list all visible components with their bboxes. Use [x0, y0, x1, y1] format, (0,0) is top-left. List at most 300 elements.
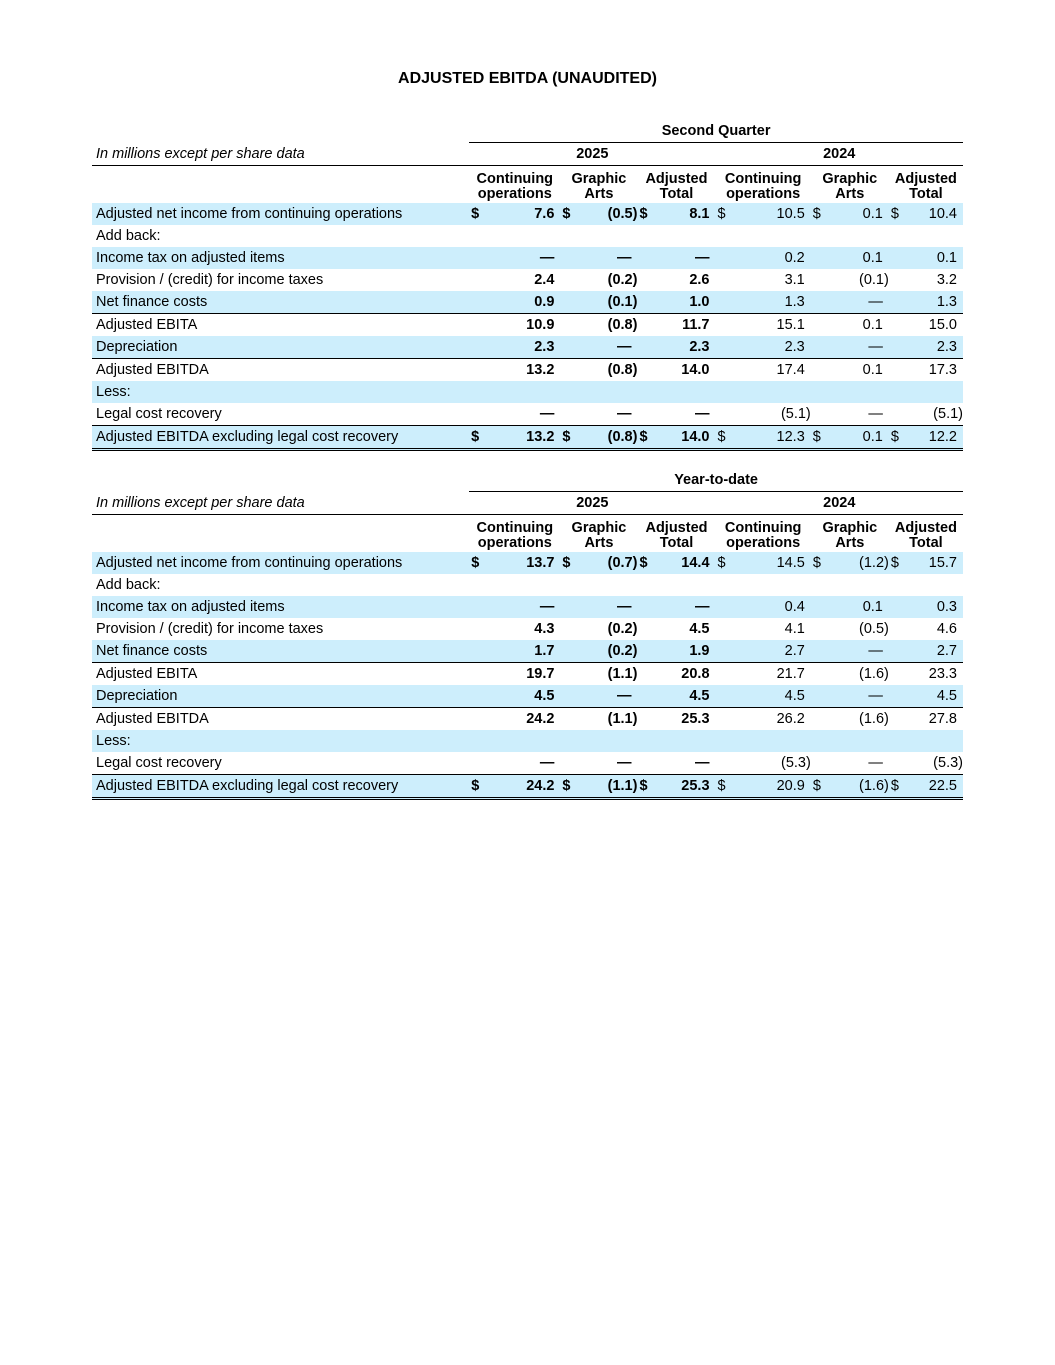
- cell-value: 2.3: [726, 336, 811, 359]
- currency-symbol: $: [560, 203, 570, 225]
- cell-value: 7.6: [479, 203, 560, 225]
- currency-symbol: $: [560, 775, 570, 799]
- cell-value: —: [821, 640, 889, 663]
- currency-symbol: [889, 730, 899, 752]
- cell-value: [571, 381, 638, 403]
- column-header: Adjusted Total: [894, 171, 957, 202]
- row-label: Provision / (credit) for income taxes: [96, 272, 324, 288]
- row-label: Less:: [92, 381, 469, 403]
- cell-value: 20.9: [726, 775, 811, 799]
- currency-symbol: [637, 336, 647, 359]
- currency-symbol: [469, 640, 479, 663]
- cell-value: 21.7: [726, 663, 811, 686]
- currency-symbol: [716, 618, 726, 640]
- cell-value: 26.2: [726, 708, 811, 731]
- currency-symbol: [637, 314, 647, 337]
- cell-value: (1.6): [821, 663, 889, 686]
- currency-symbol: $: [469, 203, 479, 225]
- column-header: Graphic Arts: [822, 520, 878, 551]
- currency-symbol: [889, 225, 899, 247]
- cell-value: [821, 225, 889, 247]
- cell-value: 0.1: [821, 203, 889, 225]
- table-row: [92, 225, 963, 247]
- table-row: [92, 269, 963, 291]
- currency-symbol: $: [889, 203, 899, 225]
- currency-symbol: [469, 685, 479, 708]
- cell-value: 20.8: [648, 663, 716, 686]
- cell-value: 0.1: [899, 247, 963, 269]
- cell-value: [726, 225, 811, 247]
- column-header: Continuing operations: [476, 520, 554, 551]
- year-header-row: [92, 492, 963, 515]
- currency-symbol: [560, 752, 570, 775]
- cell-value: (0.2): [571, 640, 638, 663]
- currency-symbol: [560, 640, 570, 663]
- currency-symbol: [469, 269, 479, 291]
- column-header-row: [92, 515, 963, 553]
- cell-value: 24.2: [479, 708, 560, 731]
- cell-value: (1.6): [821, 708, 889, 731]
- currency-symbol: [811, 314, 821, 337]
- currency-symbol: [811, 247, 821, 269]
- cell-value: (5.3): [933, 755, 963, 771]
- cell-value: [648, 225, 716, 247]
- units-note: In millions except per share data: [92, 143, 469, 166]
- cell-value: 15.1: [726, 314, 811, 337]
- row-label: Provision / (credit) for income taxes: [96, 621, 324, 637]
- cell-value: 0.1: [821, 596, 889, 618]
- currency-symbol: $: [889, 426, 899, 450]
- currency-symbol: [889, 640, 899, 663]
- table-row: [92, 685, 963, 708]
- cell-value: —: [571, 336, 638, 359]
- row-label: Legal cost recovery: [96, 755, 222, 771]
- section-header-row: [92, 469, 963, 492]
- column-header: Graphic Arts: [571, 520, 627, 551]
- cell-value: (0.5): [859, 621, 889, 637]
- currency-symbol: [469, 359, 479, 382]
- table-row: [92, 708, 963, 731]
- section-header-row: [92, 120, 963, 143]
- cell-value: —: [868, 406, 883, 422]
- column-header: Continuing operations: [476, 171, 554, 202]
- currency-symbol: [715, 359, 725, 382]
- row-label: Adjusted EBITDA excluding legal cost recovery: [92, 426, 469, 450]
- cell-value: 8.1: [648, 203, 716, 225]
- currency-symbol: [469, 381, 479, 403]
- cell-value: [648, 730, 716, 752]
- cell-value: 4.5: [648, 685, 716, 708]
- currency-symbol: [469, 247, 479, 269]
- row-label: Depreciation: [92, 336, 469, 359]
- column-header: Adjusted Total: [645, 520, 708, 551]
- table-row: [92, 381, 963, 403]
- currency-symbol: [811, 403, 821, 426]
- cell-value: 4.1: [784, 621, 805, 637]
- cell-value: —: [539, 406, 555, 422]
- row-label: Income tax on adjusted items: [92, 247, 469, 269]
- year-2024-header: 2024: [716, 492, 963, 515]
- row-label: Adjusted net income from continuing operations: [92, 203, 469, 225]
- cell-value: 22.5: [899, 775, 963, 799]
- currency-symbol: [637, 618, 647, 640]
- currency-symbol: $: [469, 552, 479, 574]
- currency-symbol: [469, 314, 479, 337]
- currency-symbol: [811, 381, 821, 403]
- cell-value: [899, 574, 963, 596]
- currency-symbol: [811, 336, 821, 359]
- cell-value: (0.2): [607, 621, 638, 637]
- cell-value: 0.9: [479, 291, 560, 314]
- cell-value: —: [821, 291, 889, 314]
- currency-symbol: $: [637, 203, 647, 225]
- cell-value: 12.3: [726, 426, 811, 450]
- year-header-row: [92, 143, 963, 166]
- currency-symbol: [469, 336, 479, 359]
- cell-value: 0.1: [821, 247, 889, 269]
- currency-symbol: [469, 574, 479, 596]
- cell-value: —: [571, 596, 638, 618]
- cell-value: (5.3): [780, 755, 811, 771]
- cell-value: 15.0: [899, 314, 963, 337]
- cell-value: [899, 730, 963, 752]
- row-label: Adjusted net income from continuing operations: [92, 552, 469, 574]
- cell-value: (0.8): [571, 426, 638, 450]
- currency-symbol: [889, 685, 899, 708]
- cell-value: 13.7: [479, 552, 560, 574]
- cell-value: 1.7: [479, 640, 560, 663]
- cell-value: [899, 381, 963, 403]
- currency-symbol: $: [637, 426, 647, 450]
- row-label: Depreciation: [92, 685, 469, 708]
- currency-symbol: [560, 574, 570, 596]
- cell-value: [571, 225, 638, 247]
- currency-symbol: $: [811, 552, 821, 574]
- cell-value: —: [616, 755, 632, 771]
- table-row: [92, 730, 963, 752]
- currency-symbol: [560, 225, 570, 247]
- currency-symbol: $: [811, 775, 821, 799]
- table-row: [92, 403, 963, 426]
- cell-value: —: [694, 406, 710, 422]
- currency-symbol: [560, 596, 570, 618]
- row-label: Add back:: [96, 577, 161, 593]
- column-header-row: [92, 166, 963, 204]
- currency-symbol: [811, 359, 821, 382]
- cell-value: [899, 225, 963, 247]
- currency-symbol: [811, 708, 821, 731]
- cell-value: —: [821, 685, 889, 708]
- cell-value: 13.2: [479, 359, 560, 382]
- cell-value: —: [868, 755, 883, 771]
- currency-symbol: $: [811, 203, 821, 225]
- cell-value: [479, 730, 560, 752]
- cell-value: 14.0: [648, 426, 716, 450]
- currency-symbol: [560, 730, 570, 752]
- cell-value: —: [571, 247, 638, 269]
- table-row: [92, 314, 963, 337]
- cell-value: 0.4: [726, 596, 811, 618]
- currency-symbol: [811, 596, 821, 618]
- currency-symbol: $: [716, 552, 726, 574]
- currency-symbol: [637, 708, 647, 731]
- currency-symbol: [811, 225, 821, 247]
- cell-value: 2.3: [899, 336, 963, 359]
- currency-symbol: [637, 403, 647, 426]
- currency-symbol: [889, 752, 899, 775]
- currency-symbol: $: [716, 775, 726, 799]
- currency-symbol: [889, 381, 899, 403]
- cell-value: —: [821, 336, 889, 359]
- cell-value: 0.1: [821, 359, 889, 382]
- currency-symbol: [715, 314, 725, 337]
- currency-symbol: [560, 247, 570, 269]
- currency-symbol: [716, 640, 726, 663]
- cell-value: 25.3: [648, 775, 716, 799]
- cell-value: 3.2: [936, 272, 957, 288]
- column-header: Adjusted Total: [645, 171, 708, 202]
- cell-value: (0.8): [571, 314, 638, 337]
- cell-value: (0.1): [571, 291, 638, 314]
- currency-symbol: [716, 730, 726, 752]
- table-row: [92, 618, 963, 640]
- year-2025-header: 2025: [469, 143, 715, 166]
- table-row: [92, 552, 963, 574]
- currency-symbol: [637, 663, 647, 686]
- table-row: [92, 291, 963, 314]
- cell-value: (0.7): [571, 552, 638, 574]
- currency-symbol: [637, 247, 647, 269]
- cell-value: 14.4: [648, 552, 716, 574]
- currency-symbol: [637, 596, 647, 618]
- row-label: Net finance costs: [92, 291, 469, 314]
- table-row: [92, 336, 963, 359]
- row-label: Less:: [92, 730, 469, 752]
- currency-symbol: [637, 640, 647, 663]
- currency-symbol: [811, 640, 821, 663]
- cell-value: (0.2): [607, 272, 638, 288]
- currency-symbol: [716, 708, 726, 731]
- currency-symbol: [889, 596, 899, 618]
- cell-value: (5.1): [780, 406, 811, 422]
- cell-value: 4.3: [534, 621, 555, 637]
- currency-symbol: [811, 574, 821, 596]
- currency-symbol: [811, 291, 821, 314]
- currency-symbol: [889, 618, 899, 640]
- currency-symbol: [889, 247, 899, 269]
- second-quarter-table: [92, 120, 963, 451]
- currency-symbol: $: [715, 203, 725, 225]
- table-row: [92, 247, 963, 269]
- year-2024-header: 2024: [715, 143, 963, 166]
- currency-symbol: $: [469, 426, 479, 450]
- row-label: Legal cost recovery: [96, 406, 222, 422]
- currency-symbol: [811, 730, 821, 752]
- currency-symbol: [889, 359, 899, 382]
- cell-value: 11.7: [648, 314, 716, 337]
- cell-value: 3.1: [784, 272, 805, 288]
- cell-value: 4.5: [689, 621, 710, 637]
- row-label: Income tax on adjusted items: [92, 596, 469, 618]
- currency-symbol: [716, 752, 726, 775]
- currency-symbol: [637, 225, 647, 247]
- cell-value: 0.1: [821, 426, 889, 450]
- table-row: [92, 663, 963, 686]
- cell-value: 10.9: [479, 314, 560, 337]
- currency-symbol: [889, 269, 899, 291]
- cell-value: [821, 381, 889, 403]
- currency-symbol: [889, 403, 899, 426]
- cell-value: (0.1): [858, 272, 889, 288]
- currency-symbol: [889, 574, 899, 596]
- cell-value: [726, 574, 811, 596]
- cell-value: 0.1: [821, 314, 889, 337]
- currency-symbol: $: [560, 426, 570, 450]
- cell-value: 14.5: [726, 552, 811, 574]
- table-row: [92, 203, 963, 225]
- cell-value: (1.6): [821, 775, 889, 799]
- cell-value: —: [648, 596, 716, 618]
- currency-symbol: [560, 381, 570, 403]
- currency-symbol: [637, 381, 647, 403]
- cell-value: 17.4: [726, 359, 811, 382]
- table-row: [92, 574, 963, 596]
- currency-symbol: [637, 730, 647, 752]
- cell-value: (0.8): [571, 359, 638, 382]
- cell-value: 2.6: [689, 272, 710, 288]
- table-row: [92, 775, 963, 799]
- currency-symbol: [716, 663, 726, 686]
- cell-value: 15.7: [899, 552, 963, 574]
- currency-symbol: [811, 752, 821, 775]
- cell-value: [821, 574, 889, 596]
- row-label: Adjusted EBITDA excluding legal cost recovery: [92, 775, 469, 799]
- page-title: ADJUSTED EBITDA (UNAUDITED): [398, 70, 657, 87]
- cell-value: 12.2: [899, 426, 963, 450]
- table-row: [92, 596, 963, 618]
- currency-symbol: [637, 574, 647, 596]
- cell-value: 1.3: [726, 291, 811, 314]
- row-label: Adjusted EBITDA: [92, 359, 469, 382]
- cell-value: 10.5: [726, 203, 811, 225]
- section-title: Second Quarter: [469, 120, 963, 143]
- row-label: Adjusted EBITA: [92, 314, 469, 337]
- column-header: Adjusted Total: [894, 520, 957, 551]
- currency-symbol: [715, 225, 725, 247]
- cell-value: —: [571, 685, 638, 708]
- currency-symbol: [560, 403, 570, 426]
- currency-symbol: [560, 314, 570, 337]
- currency-symbol: $: [469, 775, 479, 799]
- cell-value: [571, 730, 638, 752]
- cell-value: 0.3: [899, 596, 963, 618]
- cell-value: (0.5): [571, 203, 638, 225]
- column-header: Continuing operations: [724, 171, 802, 202]
- currency-symbol: [889, 314, 899, 337]
- row-label: Add back:: [96, 228, 161, 244]
- cell-value: [479, 574, 560, 596]
- cell-value: 25.3: [648, 708, 716, 731]
- cell-value: —: [479, 247, 560, 269]
- cell-value: —: [539, 755, 555, 771]
- table-row: [92, 426, 963, 450]
- cell-value: 2.3: [479, 336, 560, 359]
- cell-value: [479, 225, 560, 247]
- currency-symbol: $: [715, 426, 725, 450]
- row-label: Net finance costs: [92, 640, 469, 663]
- cell-value: —: [479, 596, 560, 618]
- cell-value: [648, 574, 716, 596]
- currency-symbol: [889, 336, 899, 359]
- currency-symbol: [560, 269, 570, 291]
- currency-symbol: $: [889, 552, 899, 574]
- currency-symbol: [716, 596, 726, 618]
- cell-value: (1.1): [571, 663, 638, 686]
- cell-value: 4.5: [479, 685, 560, 708]
- currency-symbol: [637, 752, 647, 775]
- row-label: Adjusted EBITA: [92, 663, 469, 686]
- cell-value: 2.7: [726, 640, 811, 663]
- currency-symbol: [560, 663, 570, 686]
- cell-value: 23.3: [899, 663, 963, 686]
- currency-symbol: [469, 752, 479, 775]
- cell-value: [821, 730, 889, 752]
- cell-value: 10.4: [899, 203, 963, 225]
- cell-value: 1.3: [899, 291, 963, 314]
- currency-symbol: $: [560, 552, 570, 574]
- currency-symbol: [637, 359, 647, 382]
- units-note: In millions except per share data: [92, 492, 469, 515]
- cell-value: 2.7: [899, 640, 963, 663]
- cell-value: 17.3: [899, 359, 963, 382]
- year-to-date-table: [92, 469, 963, 800]
- currency-symbol: $: [889, 775, 899, 799]
- cell-value: 13.2: [479, 426, 560, 450]
- cell-value: [571, 574, 638, 596]
- column-header: Graphic Arts: [822, 171, 878, 202]
- column-header: Graphic Arts: [571, 171, 627, 202]
- year-2025-header: 2025: [469, 492, 715, 515]
- cell-value: [726, 381, 811, 403]
- currency-symbol: [811, 663, 821, 686]
- cell-value: 1.0: [648, 291, 716, 314]
- currency-symbol: $: [637, 552, 647, 574]
- currency-symbol: $: [811, 426, 821, 450]
- currency-symbol: [716, 685, 726, 708]
- cell-value: 4.6: [936, 621, 957, 637]
- cell-value: —: [648, 247, 716, 269]
- cell-value: (1.1): [571, 775, 638, 799]
- cell-value: (5.1): [933, 406, 963, 422]
- currency-symbol: [637, 291, 647, 314]
- cell-value: [726, 730, 811, 752]
- currency-symbol: [715, 269, 725, 291]
- table-row: [92, 359, 963, 382]
- currency-symbol: [560, 291, 570, 314]
- currency-symbol: [637, 269, 647, 291]
- cell-value: 27.8: [899, 708, 963, 731]
- currency-symbol: [715, 247, 725, 269]
- cell-value: 24.2: [479, 775, 560, 799]
- cell-value: —: [695, 755, 710, 771]
- cell-value: 14.0: [648, 359, 716, 382]
- currency-symbol: [469, 730, 479, 752]
- currency-symbol: [560, 708, 570, 731]
- cell-value: 2.4: [534, 272, 555, 288]
- currency-symbol: [469, 663, 479, 686]
- currency-symbol: [469, 618, 479, 640]
- currency-symbol: [469, 291, 479, 314]
